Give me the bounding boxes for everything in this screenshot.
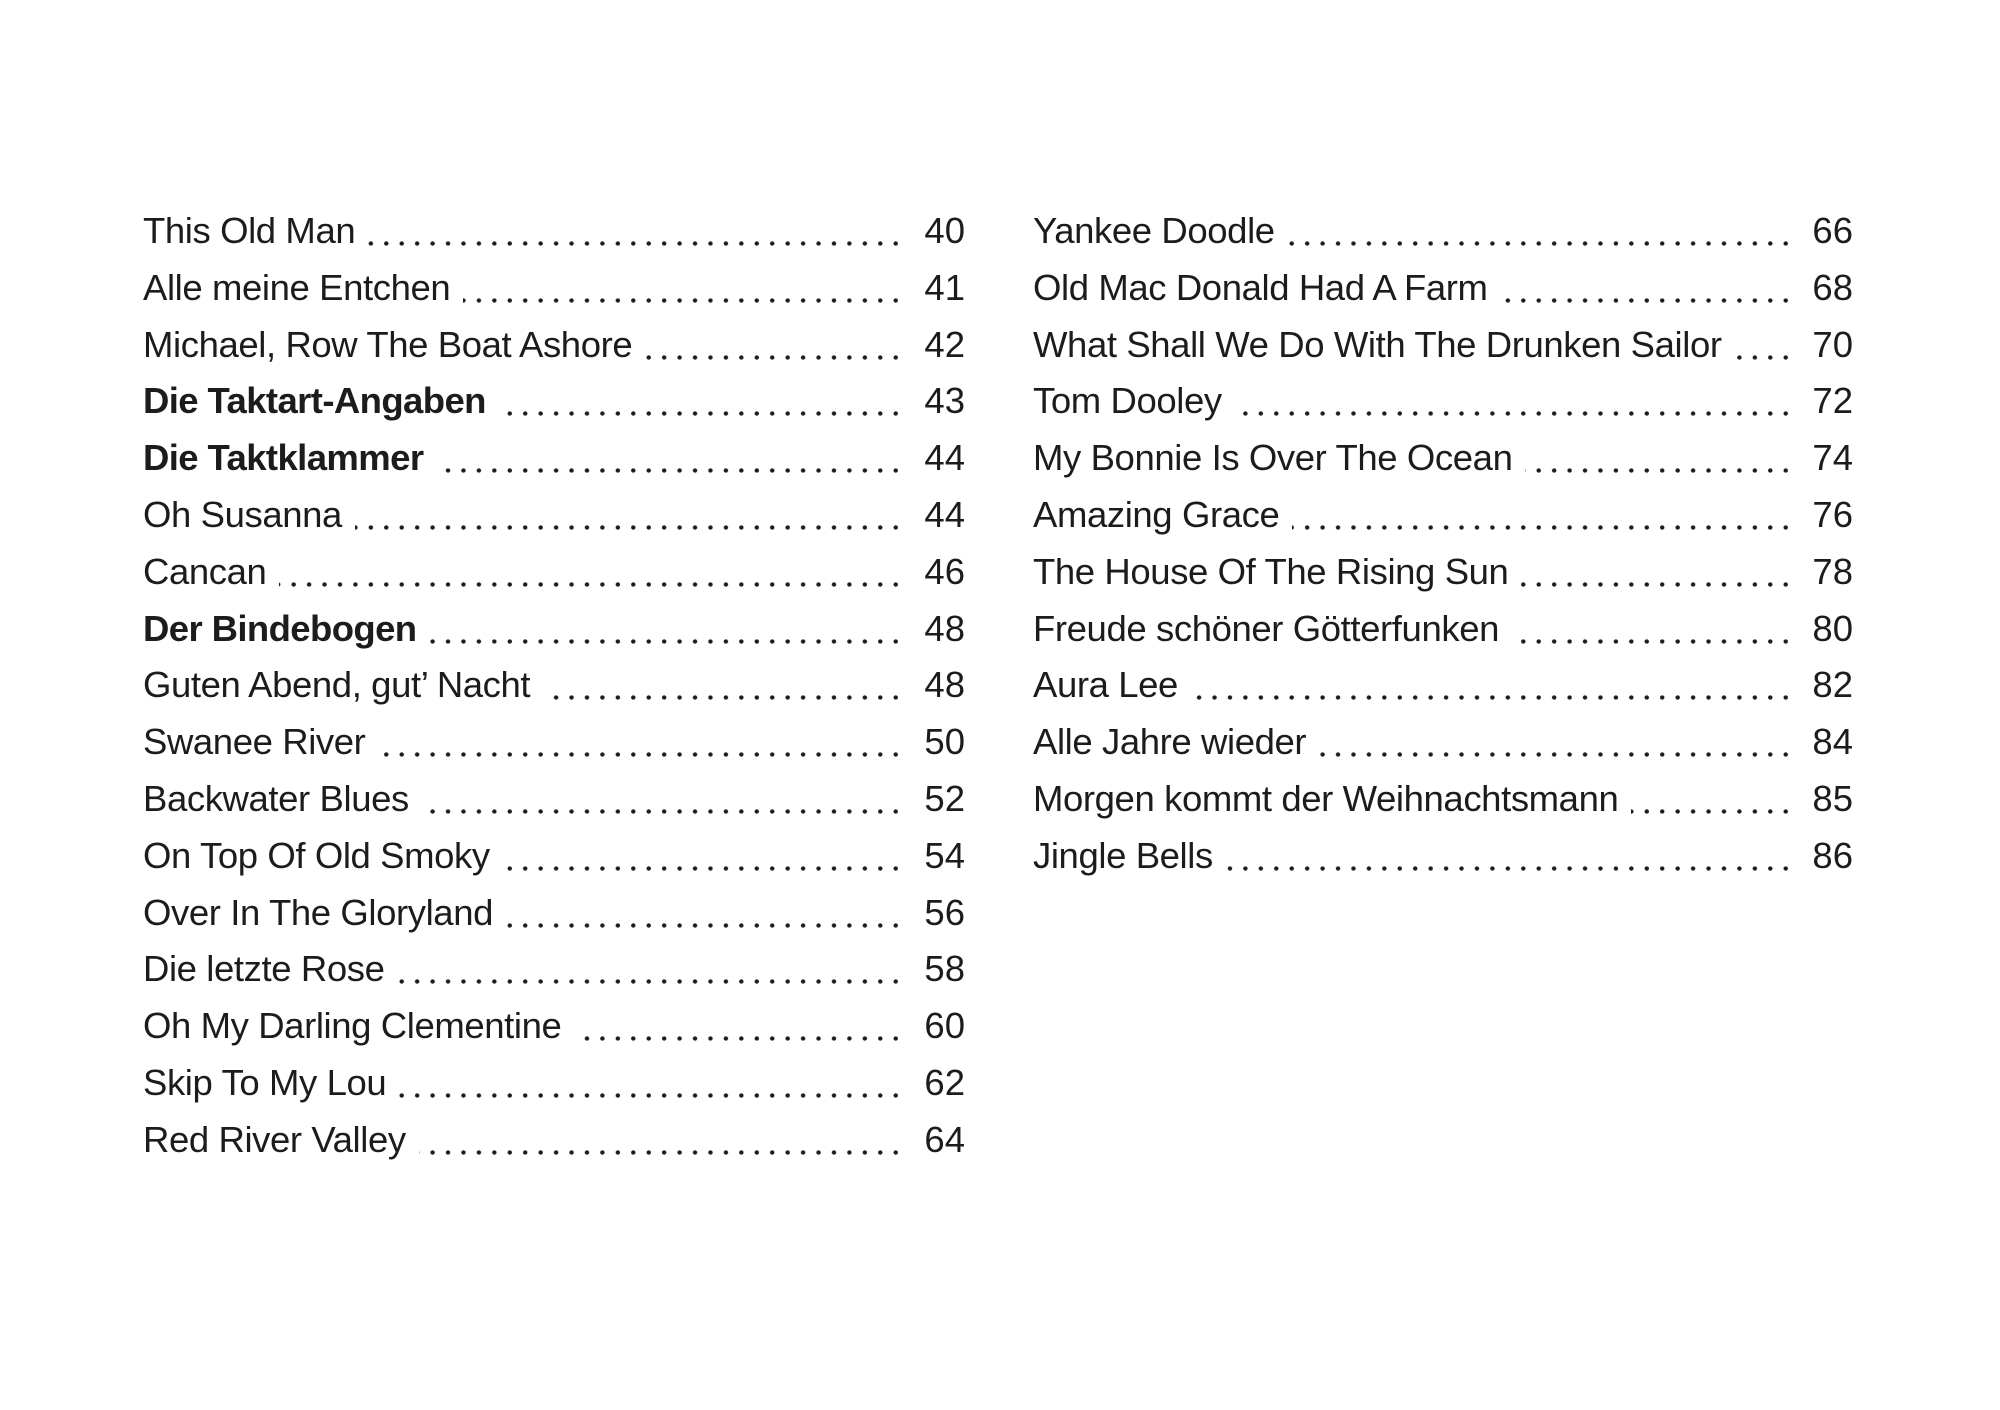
toc-entry-page: 54 [902, 828, 965, 885]
toc-entry-page: 50 [902, 714, 965, 771]
toc-row [1033, 430, 1853, 487]
toc-entry-title: Oh Susanna [143, 487, 355, 544]
toc-entry-title: Die Taktklammer [143, 430, 436, 487]
toc-row [143, 601, 965, 658]
toc-row [1033, 657, 1853, 714]
toc-entry-page: 78 [1790, 544, 1853, 601]
toc-row [143, 317, 965, 374]
toc-row [143, 771, 965, 828]
toc-column-left [143, 203, 965, 1169]
toc-entry-title: Alle meine Entchen [143, 260, 463, 317]
toc-row [143, 544, 965, 601]
toc-row [1033, 601, 1853, 658]
toc-entry-title: Old Mac Donald Had A Farm [1033, 260, 1501, 317]
toc-entry-title: Guten Abend, gut’ Nacht [143, 657, 543, 714]
toc-entry-title: Aura Lee [1033, 657, 1191, 714]
toc-entry-title: What Shall We Do With The Drunken Sailor [1033, 317, 1735, 374]
toc-row [143, 203, 965, 260]
toc-entry-title: Cancan [143, 544, 279, 601]
toc-entry-page: 58 [902, 941, 965, 998]
toc-entry-title: Die letzte Rose [143, 941, 398, 998]
toc-entry-page: 84 [1790, 714, 1853, 771]
toc-row [143, 828, 965, 885]
toc-entry-title: Backwater Blues [143, 771, 422, 828]
toc-row [1033, 771, 1853, 828]
toc-entry-page: 41 [902, 260, 965, 317]
toc-entry-page: 86 [1790, 828, 1853, 885]
toc-entry-title: Freude schöner Götterfunken [1033, 601, 1512, 658]
toc-row [143, 657, 965, 714]
toc-entry-title: Yankee Doodle [1033, 203, 1288, 260]
toc-entry-page: 44 [902, 487, 965, 544]
toc-row [1033, 317, 1853, 374]
toc-row [143, 998, 965, 1055]
toc-entry-page: 72 [1790, 373, 1853, 430]
toc-row [1033, 714, 1853, 771]
toc-entry-title: Amazing Grace [1033, 487, 1292, 544]
toc-entry-page: 46 [902, 544, 965, 601]
toc-entry-title: Morgen kommt der Weihnachtsmann [1033, 771, 1631, 828]
toc-entry-page: 48 [902, 657, 965, 714]
toc-entry-title: Der Bindebogen [143, 601, 429, 658]
toc-entry-page: 85 [1790, 771, 1853, 828]
toc-row [143, 260, 965, 317]
toc-row [143, 1112, 965, 1169]
toc-entry-title: Oh My Darling Clementine [143, 998, 574, 1055]
toc-entry-title: Swanee River [143, 714, 378, 771]
toc-row [143, 885, 965, 942]
toc-row [1033, 203, 1853, 260]
toc-row [1033, 373, 1853, 430]
toc-entry-title: Tom Dooley [1033, 373, 1235, 430]
toc-entry-page: 80 [1790, 601, 1853, 658]
toc-column-right [1033, 203, 1853, 885]
toc-entry-page: 64 [902, 1112, 965, 1169]
toc-row [143, 487, 965, 544]
toc-entry-page: 68 [1790, 260, 1853, 317]
toc-entry-page: 48 [902, 601, 965, 658]
toc-entry-page: 43 [902, 373, 965, 430]
toc-entry-title: The House Of The Rising Sun [1033, 544, 1521, 601]
toc-row [143, 1055, 965, 1112]
toc-entry-title: This Old Man [143, 203, 368, 260]
toc-entry-title: Red River Valley [143, 1112, 419, 1169]
toc-row [143, 941, 965, 998]
toc-row [1033, 544, 1853, 601]
toc-entry-page: 40 [902, 203, 965, 260]
toc-entry-page: 82 [1790, 657, 1853, 714]
toc-entry-page: 60 [902, 998, 965, 1055]
toc-entry-page: 52 [902, 771, 965, 828]
toc-entry-title: My Bonnie Is Over The Ocean [1033, 430, 1525, 487]
toc-entry-title: Alle Jahre wieder [1033, 714, 1319, 771]
toc-entry-title: Jingle Bells [1033, 828, 1226, 885]
toc-entry-title: Michael, Row The Boat Ashore [143, 317, 645, 374]
toc-entry-page: 74 [1790, 430, 1853, 487]
toc-entry-page: 62 [902, 1055, 965, 1112]
toc-entry-title: On Top Of Old Smoky [143, 828, 503, 885]
toc-row [1033, 487, 1853, 544]
toc-entry-title: Die Taktart-Angaben [143, 373, 499, 430]
toc-row [143, 373, 965, 430]
toc-entry-page: 44 [902, 430, 965, 487]
toc-entry-title: Skip To My Lou [143, 1055, 399, 1112]
toc-entry-page: 56 [902, 885, 965, 942]
toc-entry-title: Over In The Gloryland [143, 885, 506, 942]
toc-entry-page: 42 [902, 317, 965, 374]
toc-row [1033, 260, 1853, 317]
toc-row [1033, 828, 1853, 885]
toc-entry-page: 76 [1790, 487, 1853, 544]
toc-row [143, 714, 965, 771]
toc-entry-page: 66 [1790, 203, 1853, 260]
toc-row [143, 430, 965, 487]
toc-entry-page: 70 [1790, 317, 1853, 374]
